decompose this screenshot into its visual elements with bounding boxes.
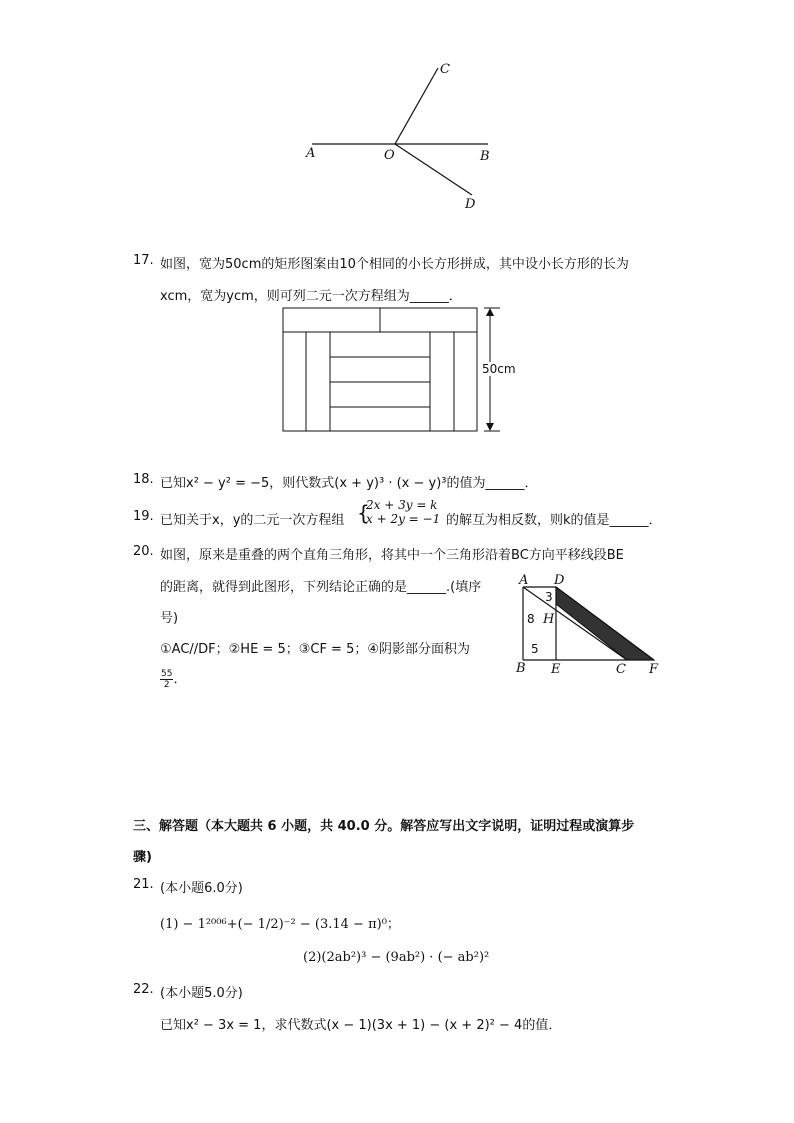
tri-label-h: H (543, 612, 555, 627)
question-20-line4: ①AC//DF；②HE = 5；③CF = 5；④阴影部分面积为 (160, 642, 471, 657)
system-brace: { (357, 501, 370, 525)
tri-label-e: E (551, 662, 561, 677)
tri-label-5: 5 (531, 642, 539, 656)
label-a: A (306, 146, 316, 161)
section-3-heading-line2: 骤) (133, 850, 152, 865)
question-20-line3: 号) (160, 611, 179, 626)
question-number-21: 21. (133, 877, 154, 892)
question-22-header: (本小题5.0分) (160, 986, 243, 1001)
tri-label-a: A (519, 573, 529, 588)
question-number-17: 17. (133, 253, 154, 268)
question-19-text-a: 已知关于x，y的二元一次方程组 (160, 513, 345, 528)
label-c: C (440, 62, 450, 77)
question-21-header: (本小题6.0分) (160, 881, 243, 896)
question-20-line1: 如图，原来是重叠的两个直角三角形，将其中一个三角形沿着BC方向平移线段BE (160, 548, 624, 563)
question-17-line1: 如图，宽为50cm的矩形图案由10个相同的小长方形拼成，其中设小长方形的长为 (160, 257, 629, 272)
question-19-text-b: 的解互为相反数，则k的值是______． (446, 513, 662, 528)
dimension-label: 50cm (482, 362, 516, 376)
area-fraction: $\frac{55}{2}$ ． (161, 669, 187, 690)
tri-label-d: D (554, 573, 565, 588)
tri-label-3: 3 (545, 590, 553, 604)
tri-label-c: C (616, 662, 626, 677)
section-3-heading-line1: 三、解答题（本大题共 6 小题，共 40.0 分。解答应写出文字说明，证明过程或演算步 (133, 819, 635, 834)
label-d: D (465, 197, 476, 212)
question-20-line2: 的距离，就得到此图形，下列结论正确的是______.(填序 (160, 580, 482, 595)
question-17-line2: xcm，宽为ycm，则可列二元一次方程组为______． (160, 289, 462, 304)
question-number-19: 19. (133, 509, 154, 524)
label-o: O (384, 148, 395, 163)
question-number-20: 20. (133, 544, 154, 559)
system-equation-1: 2x + 3y = k (366, 498, 438, 512)
question-number-18: 18. (133, 472, 154, 487)
question-21-part2: (2)(2ab²)³ − (9ab²) · (− ab²)² (303, 950, 490, 965)
tri-label-f: F (649, 662, 659, 677)
tri-label-8: 8 (527, 612, 535, 626)
question-number-22: 22. (133, 982, 154, 997)
label-b: B (480, 149, 490, 164)
tri-label-b: B (516, 661, 526, 676)
question-21-part1: (1) − 1²⁰⁰⁶+(− 1/2)⁻² − (3.14 − π)⁰； (160, 917, 400, 932)
question-22-text: 已知x² − 3x = 1，求代数式(x − 1)(3x + 1) − (x + 2)² − 4的值． (160, 1018, 562, 1033)
system-equation-2: x + 2y = −1 (366, 512, 441, 526)
question-18-text: 已知x² − y² = −5，则代数式(x + y)³ · (x − y)³的值为______． (160, 476, 538, 491)
